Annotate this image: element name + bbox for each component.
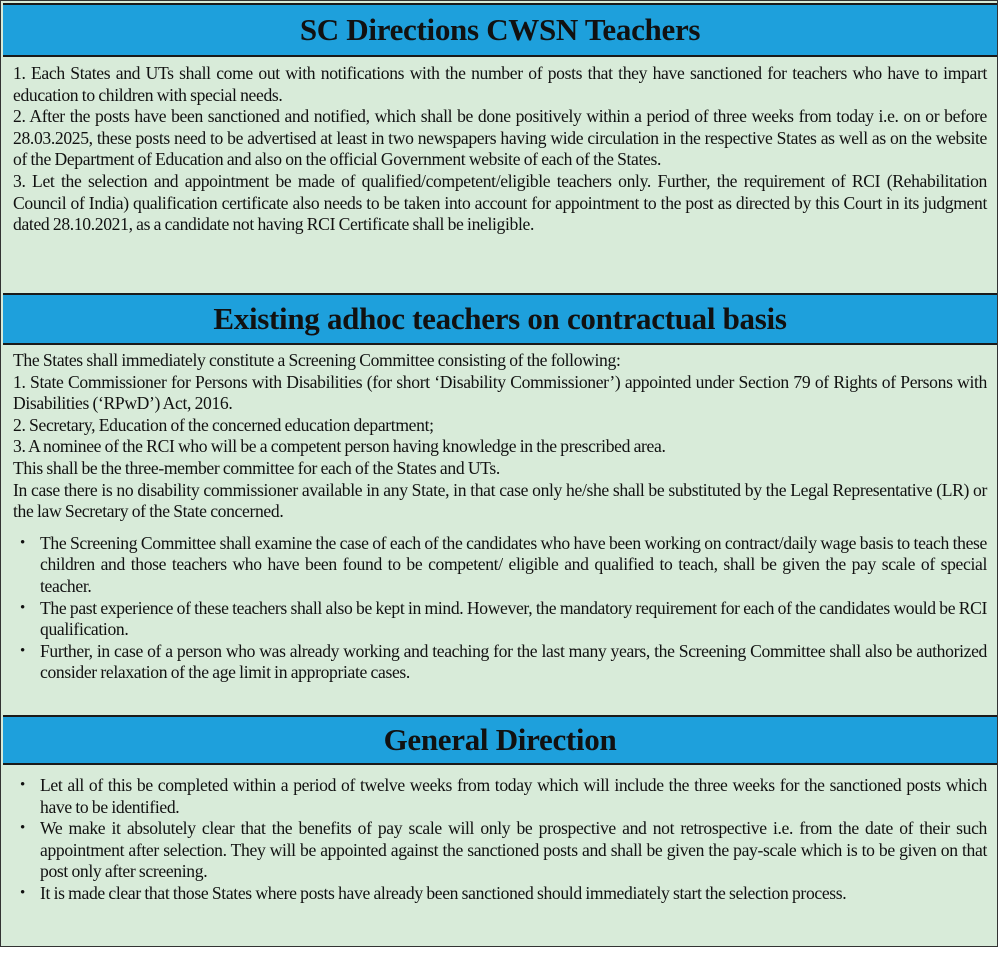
list-item-text: The past experience of these teachers shall also be kept in mind. However, the mandatory requirement for each of the candidates would be RCI qualification. [40,597,987,640]
section-heading: General Direction [3,715,997,765]
list-item-text: The Screening Committee shall examine the case of each of the candidates who have been working on contract/daily wage basis to teach these children and those teachers who have been found to be competent/ eligible and qualified to teach, shall be given the pay scale of special teacher. [40,532,987,596]
bullet-list [13,533,987,684]
section-heading: SC Directions CWSN Teachers [3,3,997,57]
section-body [3,59,997,291]
list-item [13,641,987,684]
list-item [13,883,987,905]
section-body [3,347,997,713]
section-heading: Existing adhoc teachers on contractual basis [3,293,997,345]
bullet-icon: • [20,642,25,659]
bullet-icon: • [20,534,25,551]
committee-member: 1. State Commissioner for Persons with Disabilities (for short ‘Disability Commissioner’) appointed under Section 79 of Rights of Persons with Disabilities (‘RPwD’) Act, 2016. [13,371,987,414]
direction-paragraph: 3. Let the selection and appointment be made of qualified/competent/eligible teachers only. Further, the requirement of RCI (Rehabilitation Council of India) qualification certificate also needs to be taken into account for appointment to the post as directed by this Court in its judgment dated 28.10.2021, as a candidate not having RCI Certificate shall be ineligible. [13,170,987,235]
list-item-text: Let all of this be completed within a period of twelve weeks from today which will include the three weeks for the sanctioned posts which have to be identified. [40,775,987,817]
list-item [13,818,987,883]
committee-intro: The States shall immediately constitute a Screening Committee consisting of the following: [13,350,621,370]
list-item [13,598,987,641]
bullet-icon: • [20,820,25,837]
committee-note: In case there is no disability commissioner available in any State, in that case only he/she shall be substituted by the Legal Representative (LR) or the law Secretary of the State concerned. [13,479,987,522]
committee-member: 3. A nominee of the RCI who will be a competent person having knowledge in the prescribed area. [13,436,666,457]
bullet-list [13,775,987,905]
list-item [13,533,987,598]
direction-paragraph: 2. After the posts have been sanctioned and notified, which shall be done positively within a period of three weeks from today i.e. on or before 28.03.2025, these posts need to be advertised at least in two newspapers having wide circulation in the respective States as well as on the website of the Department of Education and also on the official Government website of each of the States. [13,106,987,170]
direction-paragraph: 1. Each States and UTs shall come out with notifications with the number of posts that they have sanctioned for teachers who have to impart education to children with special needs. [13,63,987,105]
bullet-icon: • [20,777,25,793]
list-item-text: We make it absolutely clear that the benefits of pay scale will only be prospective and not retrospective i.e. from the date of their such appointment after selection. They will be appointed against the sanctioned posts and shall be given the pay-scale which is to be given on that post only after screening. [40,818,987,882]
section-body [3,767,997,945]
list-item [13,775,987,818]
committee-note: This shall be the three-member committee for each of the States and UTs. [13,457,500,478]
list-item-text: It is made clear that those States where posts have already been sanctioned should immediately start the selection process. [40,882,847,903]
list-item-text: Further, in case of a person who was already working and teaching for the last many years, the Screening Committee shall also be authorized consider relaxation of the age limit in appropriate cases. [40,640,987,683]
committee-member: 2. Secretary, Education of the concerned education department; [13,414,434,435]
bullet-icon: • [20,599,25,616]
bullet-icon: • [20,884,25,901]
